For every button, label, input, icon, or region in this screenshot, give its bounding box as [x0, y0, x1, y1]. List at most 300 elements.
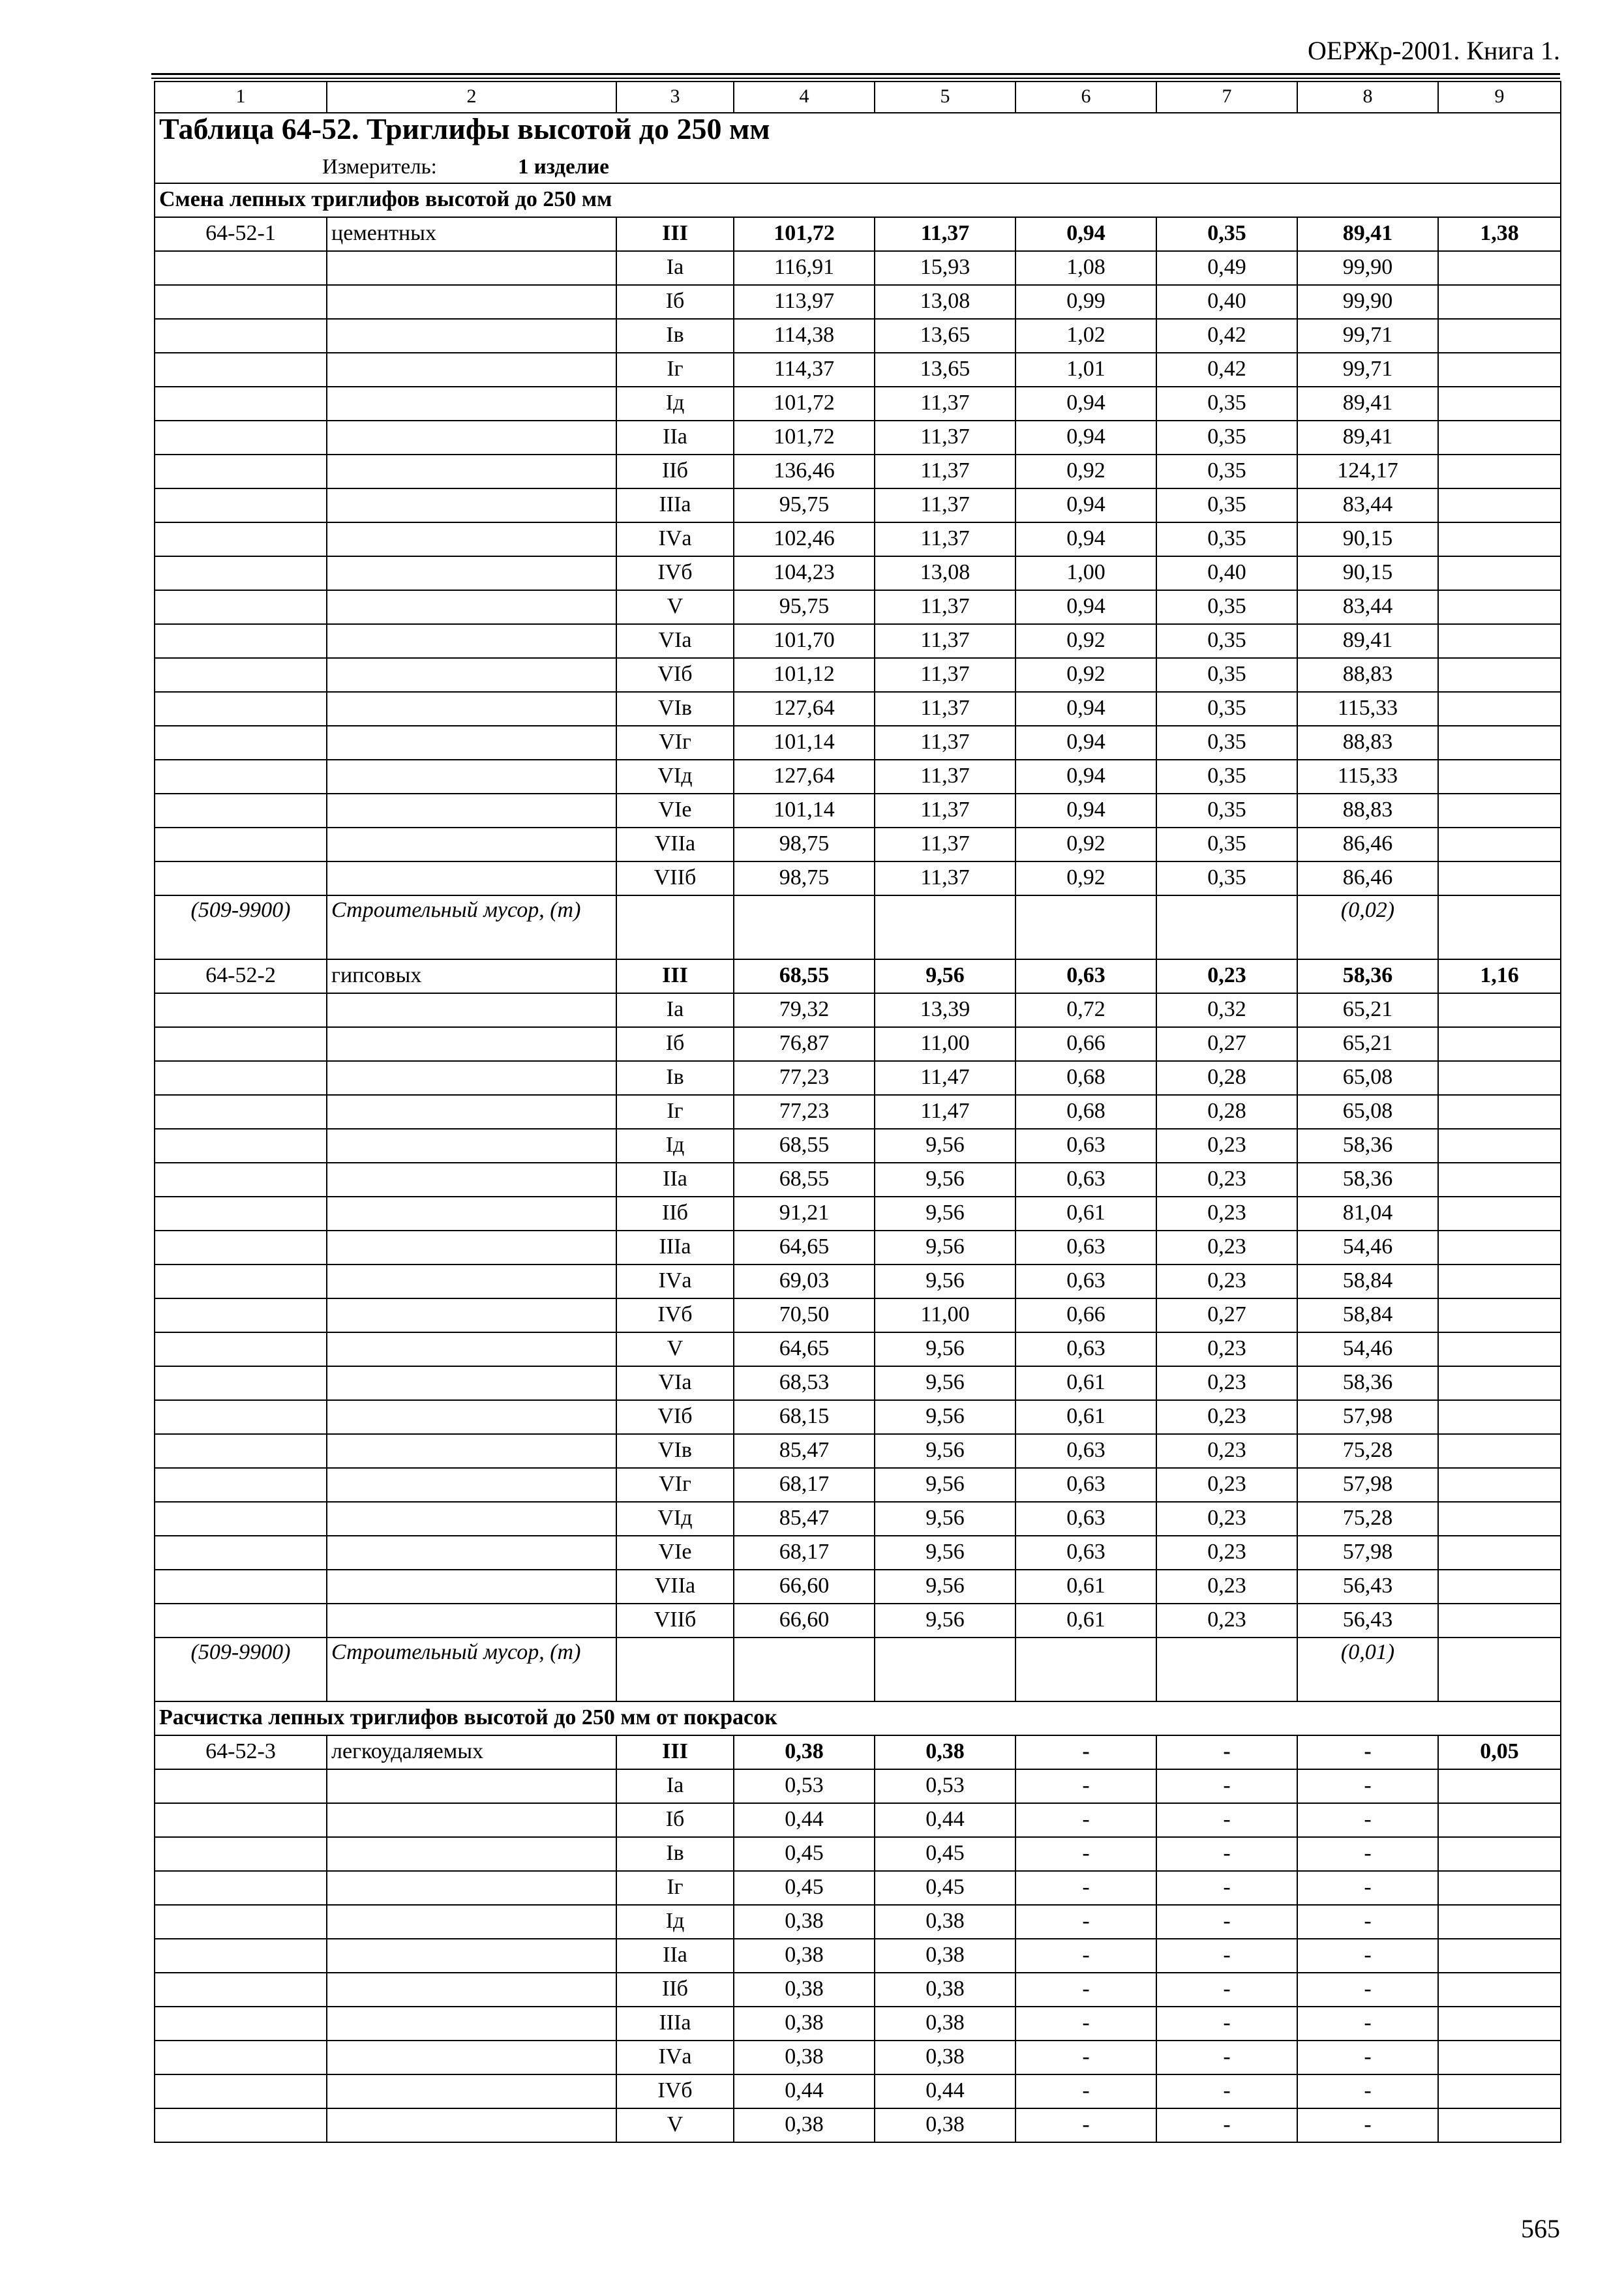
- value-cell: 0,45: [734, 1837, 875, 1871]
- value-cell: 99,90: [1297, 251, 1438, 285]
- work-name: [327, 861, 616, 895]
- value-cell: 102,46: [734, 522, 875, 556]
- value-cell: 0,99: [1015, 285, 1156, 319]
- work-name: [327, 590, 616, 624]
- work-name: [327, 421, 616, 455]
- work-name: [327, 828, 616, 861]
- zone-code: Iб: [616, 1027, 734, 1061]
- header-rule: [151, 78, 1560, 79]
- rate-code: [155, 1536, 327, 1570]
- table-row: [155, 1027, 1561, 1061]
- rate-code: [155, 1973, 327, 2007]
- value-cell: 0,38: [875, 2007, 1015, 2041]
- value-cell: 0,94: [1015, 692, 1156, 726]
- rate-code: [155, 993, 327, 1027]
- value-cell: 0,23: [1156, 1197, 1297, 1231]
- table-row: [155, 251, 1561, 285]
- value-cell: 9,56: [875, 1434, 1015, 1468]
- rate-code: [155, 861, 327, 895]
- value-cell: 11,00: [875, 1298, 1015, 1332]
- table-row: [155, 556, 1561, 590]
- rate-code: [155, 1570, 327, 1604]
- zone-code: III: [616, 217, 734, 251]
- value-cell: 9,56: [875, 1502, 1015, 1536]
- table-row: [155, 1468, 1561, 1502]
- table-row: [155, 1095, 1561, 1129]
- value-cell: 101,14: [734, 794, 875, 828]
- rate-code: [155, 285, 327, 319]
- value-cell: -: [1015, 2007, 1156, 2041]
- value-cell: 64,65: [734, 1231, 875, 1264]
- work-name: [327, 2108, 616, 2142]
- value-cell: 9,56: [875, 1366, 1015, 1400]
- value-cell: 90,15: [1297, 522, 1438, 556]
- zone-code: VIа: [616, 624, 734, 658]
- value-cell: 0,66: [1015, 1298, 1156, 1332]
- table-row: [155, 2007, 1561, 2041]
- rate-code: [155, 1468, 327, 1502]
- value-cell: 0,53: [875, 1769, 1015, 1803]
- labor-value: [1438, 1163, 1561, 1197]
- rate-code: [155, 353, 327, 387]
- value-cell: 58,36: [1297, 1366, 1438, 1400]
- zone-code: V: [616, 590, 734, 624]
- value-cell: 75,28: [1297, 1502, 1438, 1536]
- empty-cell: [1438, 1638, 1561, 1701]
- zone-code: IVа: [616, 2041, 734, 2074]
- rate-code: [155, 1905, 327, 1939]
- empty-cell: [616, 895, 734, 959]
- value-cell: 115,33: [1297, 760, 1438, 794]
- work-name: [327, 353, 616, 387]
- value-cell: 0,94: [1015, 522, 1156, 556]
- table-row: [155, 959, 1561, 993]
- value-cell: 9,56: [875, 1264, 1015, 1298]
- value-cell: 0,23: [1156, 1129, 1297, 1163]
- rate-code: [155, 2041, 327, 2074]
- section-heading: Расчистка лепных триглифов высотой до 250 мм от покрасок: [155, 1701, 1561, 1735]
- value-cell: 89,41: [1297, 624, 1438, 658]
- value-cell: 0,23: [1156, 1332, 1297, 1366]
- table-row: [155, 993, 1561, 1027]
- work-name: [327, 1570, 616, 1604]
- value-cell: 9,56: [875, 959, 1015, 993]
- rate-code: [155, 658, 327, 692]
- labor-value: [1438, 1973, 1561, 2007]
- zone-code: Iд: [616, 1129, 734, 1163]
- work-name: [327, 522, 616, 556]
- value-cell: 0,23: [1156, 1434, 1297, 1468]
- work-name: [327, 1264, 616, 1298]
- value-cell: 0,61: [1015, 1366, 1156, 1400]
- value-cell: -: [1297, 1973, 1438, 2007]
- value-cell: 0,28: [1156, 1061, 1297, 1095]
- value-cell: 0,42: [1156, 319, 1297, 353]
- value-cell: 58,36: [1297, 1129, 1438, 1163]
- value-cell: 0,44: [734, 1803, 875, 1837]
- labor-value: [1438, 1803, 1561, 1837]
- value-cell: -: [1297, 2041, 1438, 2074]
- value-cell: 64,65: [734, 1332, 875, 1366]
- value-cell: 0,94: [1015, 217, 1156, 251]
- zone-code: IVа: [616, 1264, 734, 1298]
- rate-code: [155, 556, 327, 590]
- table-row: [155, 1061, 1561, 1095]
- value-cell: 0,92: [1015, 658, 1156, 692]
- value-cell: 0,23: [1156, 1163, 1297, 1197]
- value-cell: 58,36: [1297, 1163, 1438, 1197]
- zone-code: VIIа: [616, 828, 734, 861]
- value-cell: 113,97: [734, 285, 875, 319]
- rate-code: [155, 1366, 327, 1400]
- value-cell: 0,35: [1156, 828, 1297, 861]
- value-cell: 11,37: [875, 692, 1015, 726]
- value-cell: 101,14: [734, 726, 875, 760]
- value-cell: 0,27: [1156, 1298, 1297, 1332]
- value-cell: 0,35: [1156, 726, 1297, 760]
- rate-code: [155, 2108, 327, 2142]
- zone-code: Iд: [616, 387, 734, 421]
- table-row: [155, 1366, 1561, 1400]
- rate-code: [155, 1502, 327, 1536]
- value-cell: -: [1297, 1871, 1438, 1905]
- value-cell: 0,94: [1015, 387, 1156, 421]
- column-number: 8: [1297, 82, 1438, 113]
- value-cell: 77,23: [734, 1095, 875, 1129]
- table-row: [155, 1231, 1561, 1264]
- value-cell: 54,46: [1297, 1231, 1438, 1264]
- work-name: [327, 1298, 616, 1332]
- labor-value: [1438, 387, 1561, 421]
- value-cell: -: [1297, 2108, 1438, 2142]
- labor-value: [1438, 1939, 1561, 1973]
- value-cell: 11,37: [875, 387, 1015, 421]
- column-number: 3: [616, 82, 734, 113]
- value-cell: -: [1297, 2074, 1438, 2108]
- table-row: [155, 624, 1561, 658]
- value-cell: 79,32: [734, 993, 875, 1027]
- value-cell: 9,56: [875, 1197, 1015, 1231]
- rate-code: [155, 692, 327, 726]
- zone-code: Iг: [616, 1871, 734, 1905]
- header-rule: [151, 73, 1560, 75]
- labor-value: [1438, 1468, 1561, 1502]
- value-cell: -: [1156, 2074, 1297, 2108]
- value-cell: 88,83: [1297, 794, 1438, 828]
- value-cell: 0,63: [1015, 1536, 1156, 1570]
- rate-code: [155, 319, 327, 353]
- work-name: [327, 1769, 616, 1803]
- value-cell: 98,75: [734, 828, 875, 861]
- rate-code: [155, 1400, 327, 1434]
- value-cell: 0,63: [1015, 1502, 1156, 1536]
- value-cell: 58,84: [1297, 1298, 1438, 1332]
- value-cell: 11,47: [875, 1095, 1015, 1129]
- rate-code: [155, 760, 327, 794]
- labor-value: [1438, 1604, 1561, 1638]
- value-cell: 0,35: [1156, 624, 1297, 658]
- work-name: [327, 1027, 616, 1061]
- value-cell: 0,44: [875, 1803, 1015, 1837]
- value-cell: 11,37: [875, 217, 1015, 251]
- value-cell: 58,84: [1297, 1264, 1438, 1298]
- labor-value: [1438, 285, 1561, 319]
- labor-value: [1438, 1400, 1561, 1434]
- work-name: [327, 1129, 616, 1163]
- zone-code: IVб: [616, 1298, 734, 1332]
- value-cell: 0,42: [1156, 353, 1297, 387]
- value-cell: 0,38: [734, 2007, 875, 2041]
- empty-cell: [616, 1638, 734, 1701]
- value-cell: -: [1156, 2108, 1297, 2142]
- value-cell: 68,55: [734, 1129, 875, 1163]
- value-cell: 0,35: [1156, 590, 1297, 624]
- column-number: 6: [1015, 82, 1156, 113]
- zone-code: III: [616, 1735, 734, 1769]
- value-cell: 0,38: [734, 1973, 875, 2007]
- value-cell: 0,40: [1156, 556, 1297, 590]
- value-cell: 0,32: [1156, 993, 1297, 1027]
- zone-code: VIа: [616, 1366, 734, 1400]
- value-cell: -: [1015, 2041, 1156, 2074]
- labor-value: [1438, 1197, 1561, 1231]
- value-cell: 101,72: [734, 217, 875, 251]
- table-row: [155, 217, 1561, 251]
- column-number: 5: [875, 82, 1015, 113]
- table-row: [155, 1837, 1561, 1871]
- zone-code: V: [616, 1332, 734, 1366]
- value-cell: 91,21: [734, 1197, 875, 1231]
- value-cell: 9,56: [875, 1604, 1015, 1638]
- value-cell: 0,63: [1015, 959, 1156, 993]
- value-cell: 9,56: [875, 1536, 1015, 1570]
- table-body: [155, 82, 1561, 2142]
- zone-code: VIе: [616, 1536, 734, 1570]
- table-row: [155, 455, 1561, 488]
- value-cell: 0,23: [1156, 1468, 1297, 1502]
- value-cell: 68,55: [734, 959, 875, 993]
- value-cell: 0,23: [1156, 1536, 1297, 1570]
- section-heading: Смена лепных триглифов высотой до 250 мм: [155, 183, 1561, 217]
- zone-code: IIб: [616, 1197, 734, 1231]
- zone-code: V: [616, 2108, 734, 2142]
- section-heading-row: [155, 183, 1561, 217]
- rate-code: [155, 1769, 327, 1803]
- value-cell: 0,94: [1015, 760, 1156, 794]
- column-number: 7: [1156, 82, 1297, 113]
- table-row: [155, 760, 1561, 794]
- value-cell: 1,02: [1015, 319, 1156, 353]
- page-number: 565: [1521, 2214, 1560, 2243]
- work-name: [327, 1973, 616, 2007]
- empty-cell: [875, 895, 1015, 959]
- value-cell: -: [1156, 2007, 1297, 2041]
- value-cell: 89,41: [1297, 421, 1438, 455]
- empty-cell: [1438, 895, 1561, 959]
- value-cell: 0,38: [875, 1939, 1015, 1973]
- work-name: цементных: [327, 217, 616, 251]
- value-cell: -: [1156, 1735, 1297, 1769]
- rate-code: [155, 1803, 327, 1837]
- work-name: [327, 1604, 616, 1638]
- value-cell: 0,35: [1156, 658, 1297, 692]
- value-cell: 114,38: [734, 319, 875, 353]
- value-cell: 124,17: [1297, 455, 1438, 488]
- table-title-cell: [155, 113, 1561, 183]
- value-cell: -: [1015, 1837, 1156, 1871]
- table-row: [155, 1604, 1561, 1638]
- value-cell: 89,41: [1297, 217, 1438, 251]
- table-row: [155, 1803, 1561, 1837]
- value-cell: 89,41: [1297, 387, 1438, 421]
- value-cell: -: [1156, 1939, 1297, 1973]
- value-cell: 0,66: [1015, 1027, 1156, 1061]
- zone-code: Iв: [616, 1837, 734, 1871]
- value-cell: 99,71: [1297, 353, 1438, 387]
- value-cell: 0,35: [1156, 861, 1297, 895]
- value-cell: 115,33: [1297, 692, 1438, 726]
- labor-value: [1438, 1264, 1561, 1298]
- value-cell: 0,28: [1156, 1095, 1297, 1129]
- rate-code: [155, 2074, 327, 2108]
- zone-code: IIб: [616, 455, 734, 488]
- labor-value: 1,38: [1438, 217, 1561, 251]
- work-name: [327, 1803, 616, 1837]
- value-cell: 56,43: [1297, 1570, 1438, 1604]
- value-cell: 104,23: [734, 556, 875, 590]
- labor-value: [1438, 1837, 1561, 1871]
- rate-code: [155, 488, 327, 522]
- value-cell: 0,92: [1015, 455, 1156, 488]
- value-cell: 101,12: [734, 658, 875, 692]
- value-cell: 11,37: [875, 760, 1015, 794]
- table-row: [155, 488, 1561, 522]
- value-cell: 0,45: [875, 1871, 1015, 1905]
- value-cell: 0,23: [1156, 1264, 1297, 1298]
- work-name: [327, 1366, 616, 1400]
- meter-label: Измеритель:: [322, 155, 437, 179]
- table-row: [155, 2074, 1561, 2108]
- rate-code: [155, 251, 327, 285]
- value-cell: 9,56: [875, 1129, 1015, 1163]
- value-cell: 11,37: [875, 421, 1015, 455]
- value-cell: 68,55: [734, 1163, 875, 1197]
- work-name: [327, 1163, 616, 1197]
- labor-value: [1438, 556, 1561, 590]
- zone-code: Iа: [616, 993, 734, 1027]
- empty-cell: [734, 1638, 875, 1701]
- rate-code: [155, 387, 327, 421]
- value-cell: 0,38: [875, 1735, 1015, 1769]
- value-cell: -: [1297, 1905, 1438, 1939]
- value-cell: -: [1015, 1769, 1156, 1803]
- value-cell: 11,37: [875, 828, 1015, 861]
- labor-value: [1438, 993, 1561, 1027]
- labor-value: [1438, 421, 1561, 455]
- zone-code: VIв: [616, 692, 734, 726]
- table-row: [155, 726, 1561, 760]
- rate-code: [155, 1434, 327, 1468]
- work-name: [327, 1871, 616, 1905]
- work-name: [327, 251, 616, 285]
- rates-table: [154, 81, 1561, 2143]
- value-cell: -: [1015, 1735, 1156, 1769]
- value-cell: 68,17: [734, 1468, 875, 1502]
- zone-code: VIIб: [616, 1604, 734, 1638]
- value-cell: 0,63: [1015, 1231, 1156, 1264]
- zone-code: Iв: [616, 1061, 734, 1095]
- value-cell: 11,37: [875, 624, 1015, 658]
- value-cell: 1,00: [1015, 556, 1156, 590]
- table-row: [155, 2041, 1561, 2074]
- labor-value: [1438, 2041, 1561, 2074]
- labor-value: [1438, 828, 1561, 861]
- table-row: [155, 1905, 1561, 1939]
- zone-code: IVа: [616, 522, 734, 556]
- value-cell: 0,35: [1156, 217, 1297, 251]
- labor-value: [1438, 658, 1561, 692]
- value-cell: 11,47: [875, 1061, 1015, 1095]
- zone-code: VIб: [616, 658, 734, 692]
- value-cell: 15,93: [875, 251, 1015, 285]
- value-cell: 11,37: [875, 861, 1015, 895]
- empty-cell: [875, 1638, 1015, 1701]
- labor-value: 0,05: [1438, 1735, 1561, 1769]
- rate-code: [155, 1231, 327, 1264]
- labor-value: [1438, 1536, 1561, 1570]
- value-cell: 101,70: [734, 624, 875, 658]
- work-name: [327, 993, 616, 1027]
- rate-code: [155, 1604, 327, 1638]
- work-name: [327, 794, 616, 828]
- table-row: [155, 1973, 1561, 2007]
- work-name: легкоудаляемых: [327, 1735, 616, 1769]
- table-row: [155, 1939, 1561, 1973]
- work-name: [327, 1095, 616, 1129]
- table-row: [155, 2108, 1561, 2142]
- labor-value: [1438, 1871, 1561, 1905]
- zone-code: IIа: [616, 421, 734, 455]
- table-row: [155, 353, 1561, 387]
- value-cell: 57,98: [1297, 1468, 1438, 1502]
- value-cell: 0,23: [1156, 1366, 1297, 1400]
- waste-name: Строительный мусор, (т): [327, 1638, 616, 1701]
- labor-value: [1438, 1570, 1561, 1604]
- value-cell: 11,37: [875, 794, 1015, 828]
- labor-value: [1438, 488, 1561, 522]
- waste-name: Строительный мусор, (т): [327, 895, 616, 959]
- zone-code: VIг: [616, 1468, 734, 1502]
- work-name: [327, 488, 616, 522]
- value-cell: 11,37: [875, 455, 1015, 488]
- value-cell: 0,68: [1015, 1095, 1156, 1129]
- labor-value: [1438, 1095, 1561, 1129]
- table-row: [155, 692, 1561, 726]
- value-cell: 0,23: [1156, 1231, 1297, 1264]
- value-cell: 0,44: [734, 2074, 875, 2108]
- value-cell: 0,35: [1156, 387, 1297, 421]
- value-cell: 0,72: [1015, 993, 1156, 1027]
- table-row: [155, 794, 1561, 828]
- zone-code: VIб: [616, 1400, 734, 1434]
- labor-value: [1438, 455, 1561, 488]
- work-name: [327, 2074, 616, 2108]
- value-cell: 0,94: [1015, 726, 1156, 760]
- labor-value: [1438, 1502, 1561, 1536]
- zone-code: IIб: [616, 1973, 734, 2007]
- empty-cell: [1156, 895, 1297, 959]
- value-cell: 1,08: [1015, 251, 1156, 285]
